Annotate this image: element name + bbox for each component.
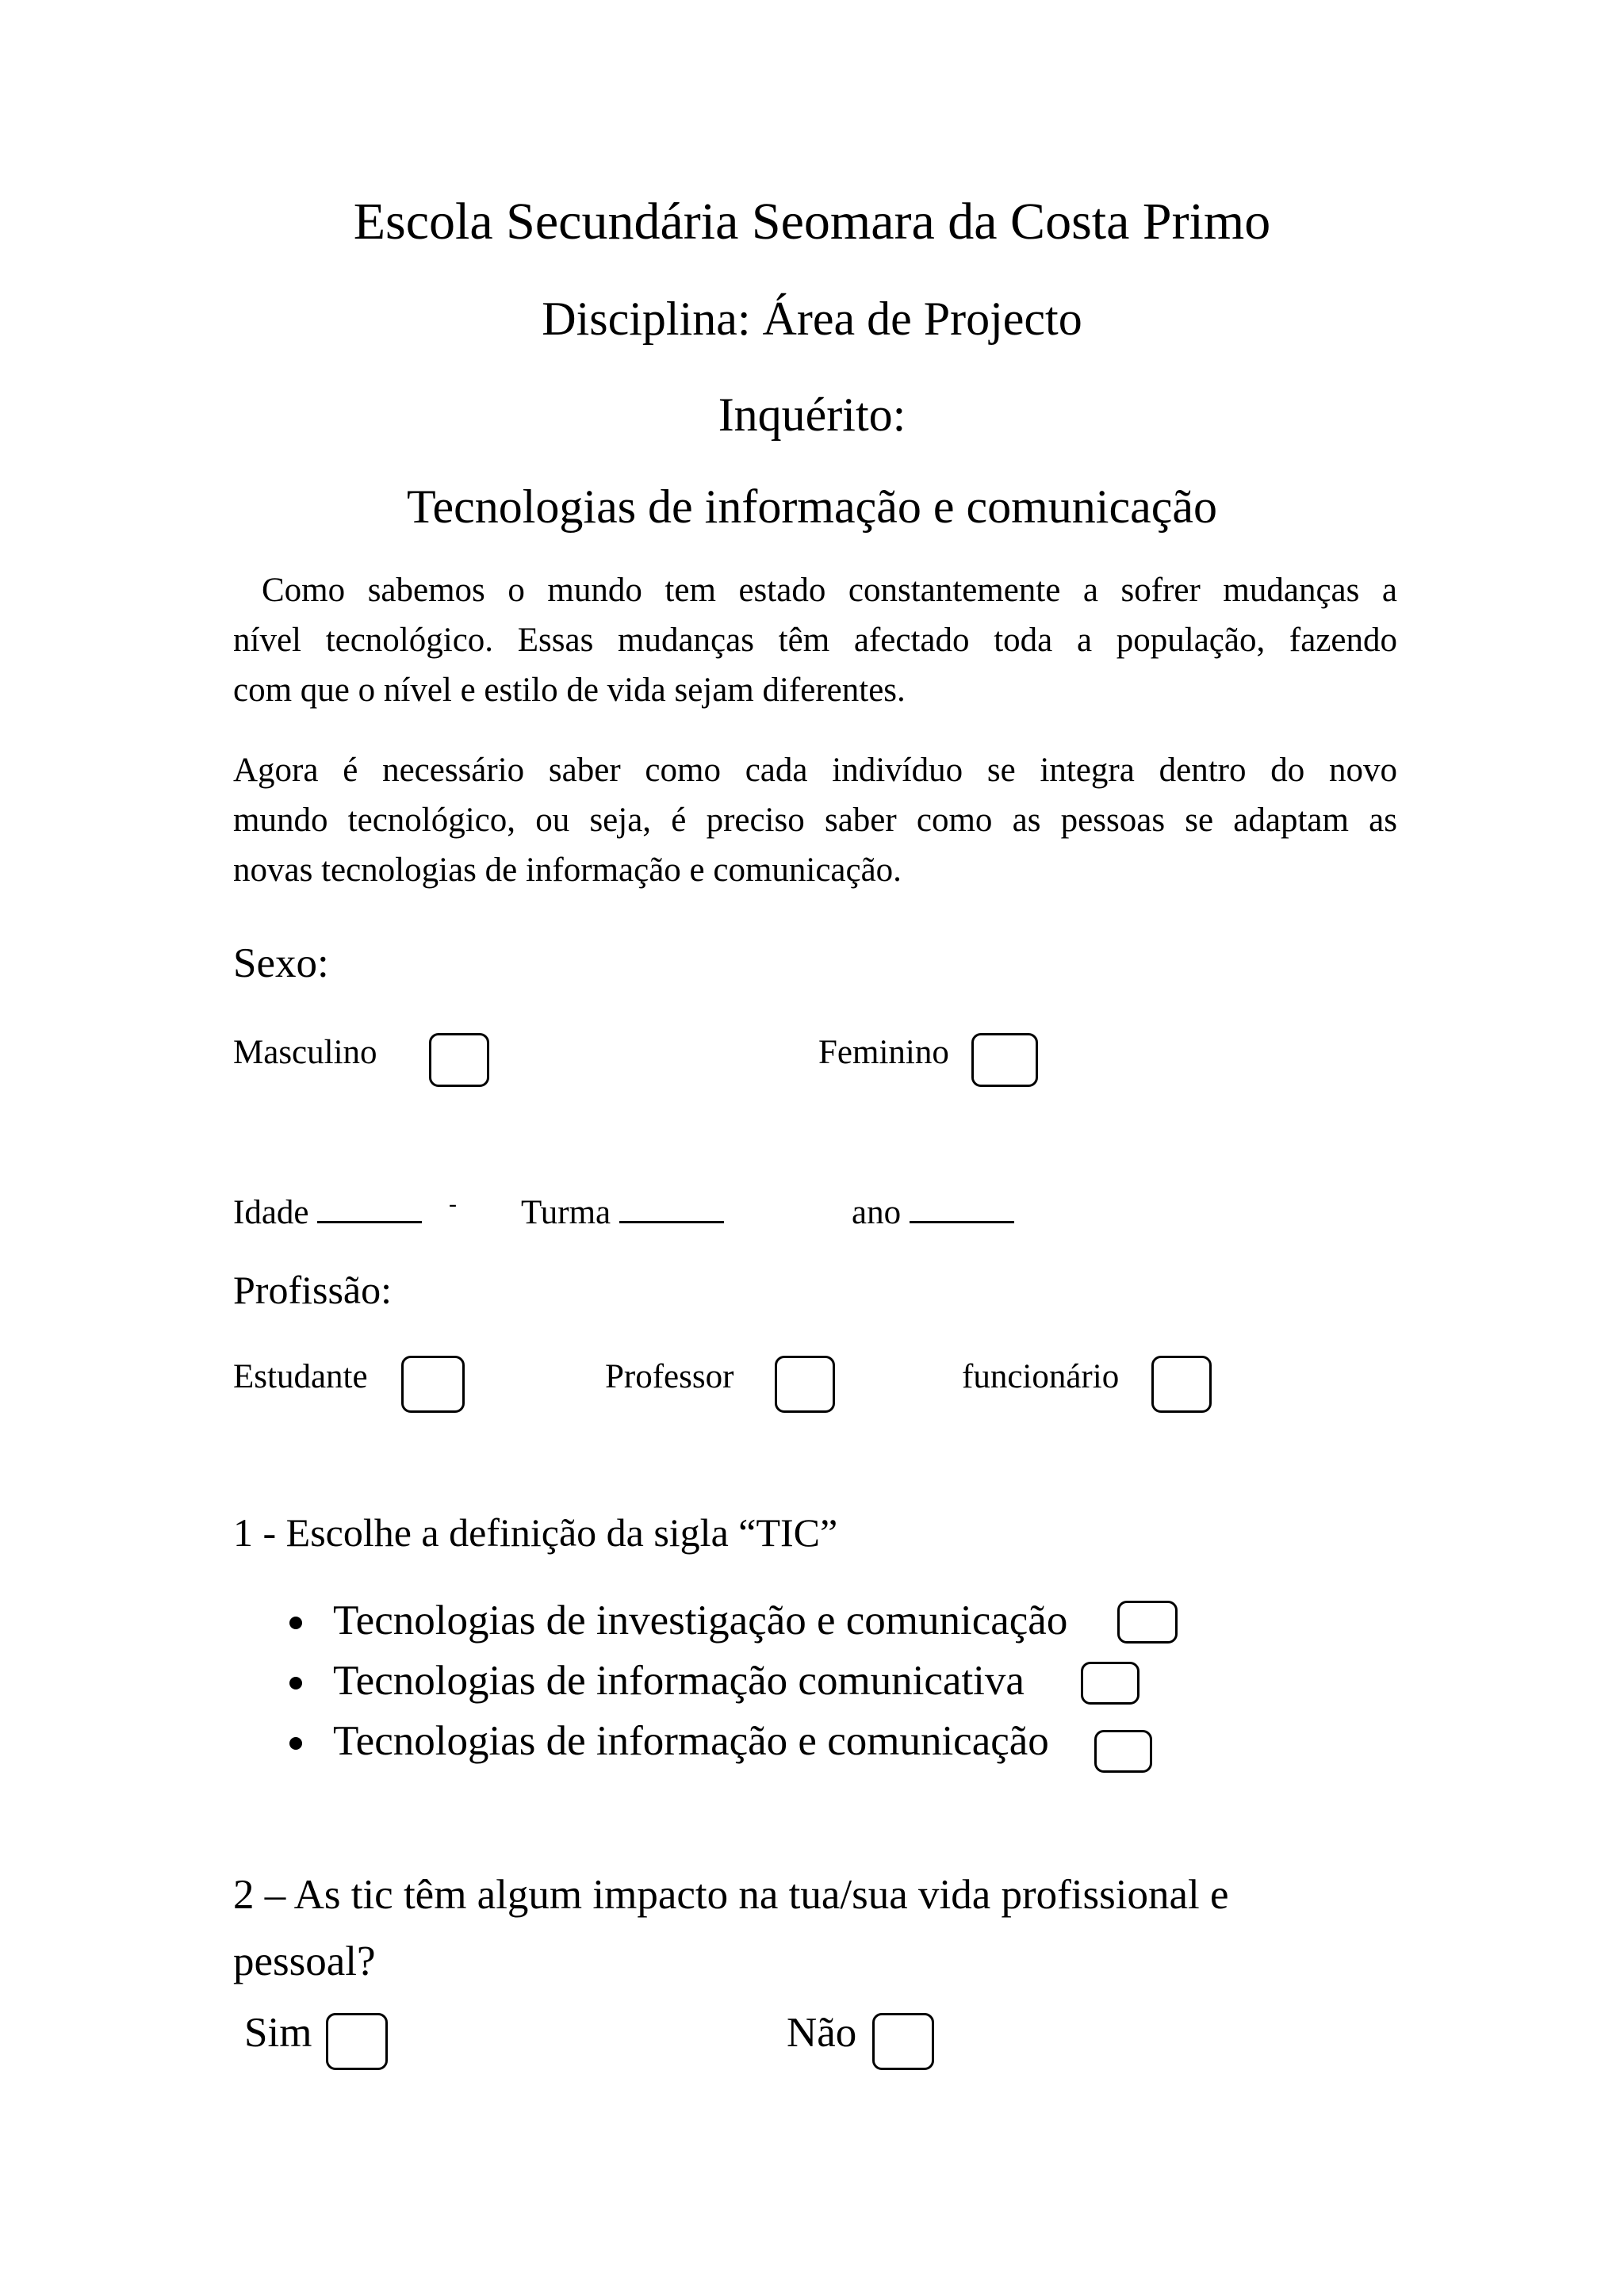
q1-option-3-label: Tecnologias de informação e comunicação <box>333 1718 1049 1764</box>
profissao-option-funcionario-label: funcionário <box>962 1358 1120 1395</box>
survey-title: Inquérito: <box>718 388 906 441</box>
turma-blank-line[interactable] <box>619 1189 724 1223</box>
school-name: Escola Secundária Seomara da Costa Primo <box>353 193 1271 251</box>
intro-paragraph-2-line-2: mundo tecnológico, ou seja, é preciso saber como as pessoas se adaptam as <box>233 802 1397 839</box>
subject-title: Disciplina: Área de Projecto <box>542 293 1082 345</box>
q1-option-1-label: Tecnologias de investigação e comunicação <box>333 1598 1068 1644</box>
intro-paragraph-2-line-1: Agora é necessário saber como cada indivíduo se integra dentro do novo <box>233 752 1397 789</box>
intro-paragraph-1-line-1: Como sabemos o mundo tem estado constantemente a sofrer mudanças a <box>262 572 1397 609</box>
question-1: 1 - Escolhe a definição da sigla “TIC” <box>233 1510 838 1555</box>
question-2 <box>233 1862 1229 1995</box>
bullet-icon <box>289 1677 302 1689</box>
intro-paragraph-1-line-3: com que o nível e estilo de vida sejam diferentes. <box>233 672 906 709</box>
sexo-label: Sexo: <box>233 940 329 986</box>
q2-option-sim-label: Sim <box>244 2010 312 2056</box>
estudante-checkbox[interactable] <box>401 1356 465 1413</box>
idade-field[interactable] <box>233 1189 422 1232</box>
q1-option-2-label: Tecnologias de informação comunicativa <box>333 1658 1025 1704</box>
intro-paragraph-1-line-2: nível tecnológico. Essas mudanças têm afectado toda a população, fazendo <box>233 622 1397 659</box>
sexo-option-feminino-label: Feminino <box>818 1034 949 1071</box>
q1-option-3-checkbox[interactable] <box>1094 1730 1152 1773</box>
ano-label: ano <box>852 1194 902 1231</box>
survey-topic: Tecnologias de informação e comunicação <box>407 480 1217 533</box>
turma-label: Turma <box>521 1194 611 1231</box>
q1-option-2-checkbox[interactable] <box>1081 1662 1139 1705</box>
masculino-checkbox[interactable] <box>429 1033 489 1087</box>
turma-field[interactable] <box>521 1189 724 1232</box>
ano-field[interactable] <box>852 1189 1014 1232</box>
bullet-icon <box>289 1617 302 1629</box>
intro-paragraph-1 <box>233 565 1397 715</box>
q1-option-1-checkbox[interactable] <box>1117 1601 1178 1644</box>
profissao-option-professor-label: Professor <box>605 1358 734 1395</box>
ano-blank-line[interactable] <box>910 1189 1014 1223</box>
q2-option-nao-label: Não <box>787 2010 857 2056</box>
feminino-checkbox[interactable] <box>971 1033 1038 1087</box>
idade-label: Idade <box>233 1194 309 1231</box>
bullet-icon <box>289 1737 302 1750</box>
intro-paragraph-2-line-3: novas tecnologias de informação e comunicação. <box>233 851 902 889</box>
profissao-label: Profissão: <box>233 1268 392 1312</box>
nao-checkbox[interactable] <box>872 2013 934 2070</box>
sim-checkbox[interactable] <box>326 2013 388 2070</box>
question-2-line-1: 2 – As tic têm algum impacto na tua/sua vida profissional e <box>233 1872 1229 1918</box>
professor-checkbox[interactable] <box>775 1356 835 1413</box>
sexo-option-masculino-label: Masculino <box>233 1034 377 1071</box>
stray-mark: - <box>449 1191 457 1217</box>
funcionario-checkbox[interactable] <box>1151 1356 1212 1413</box>
idade-blank-line[interactable] <box>317 1189 422 1223</box>
question-2-line-2: pessoal? <box>233 1938 376 1984</box>
intro-paragraph-2 <box>233 745 1397 895</box>
profissao-option-estudante-label: Estudante <box>233 1358 368 1395</box>
